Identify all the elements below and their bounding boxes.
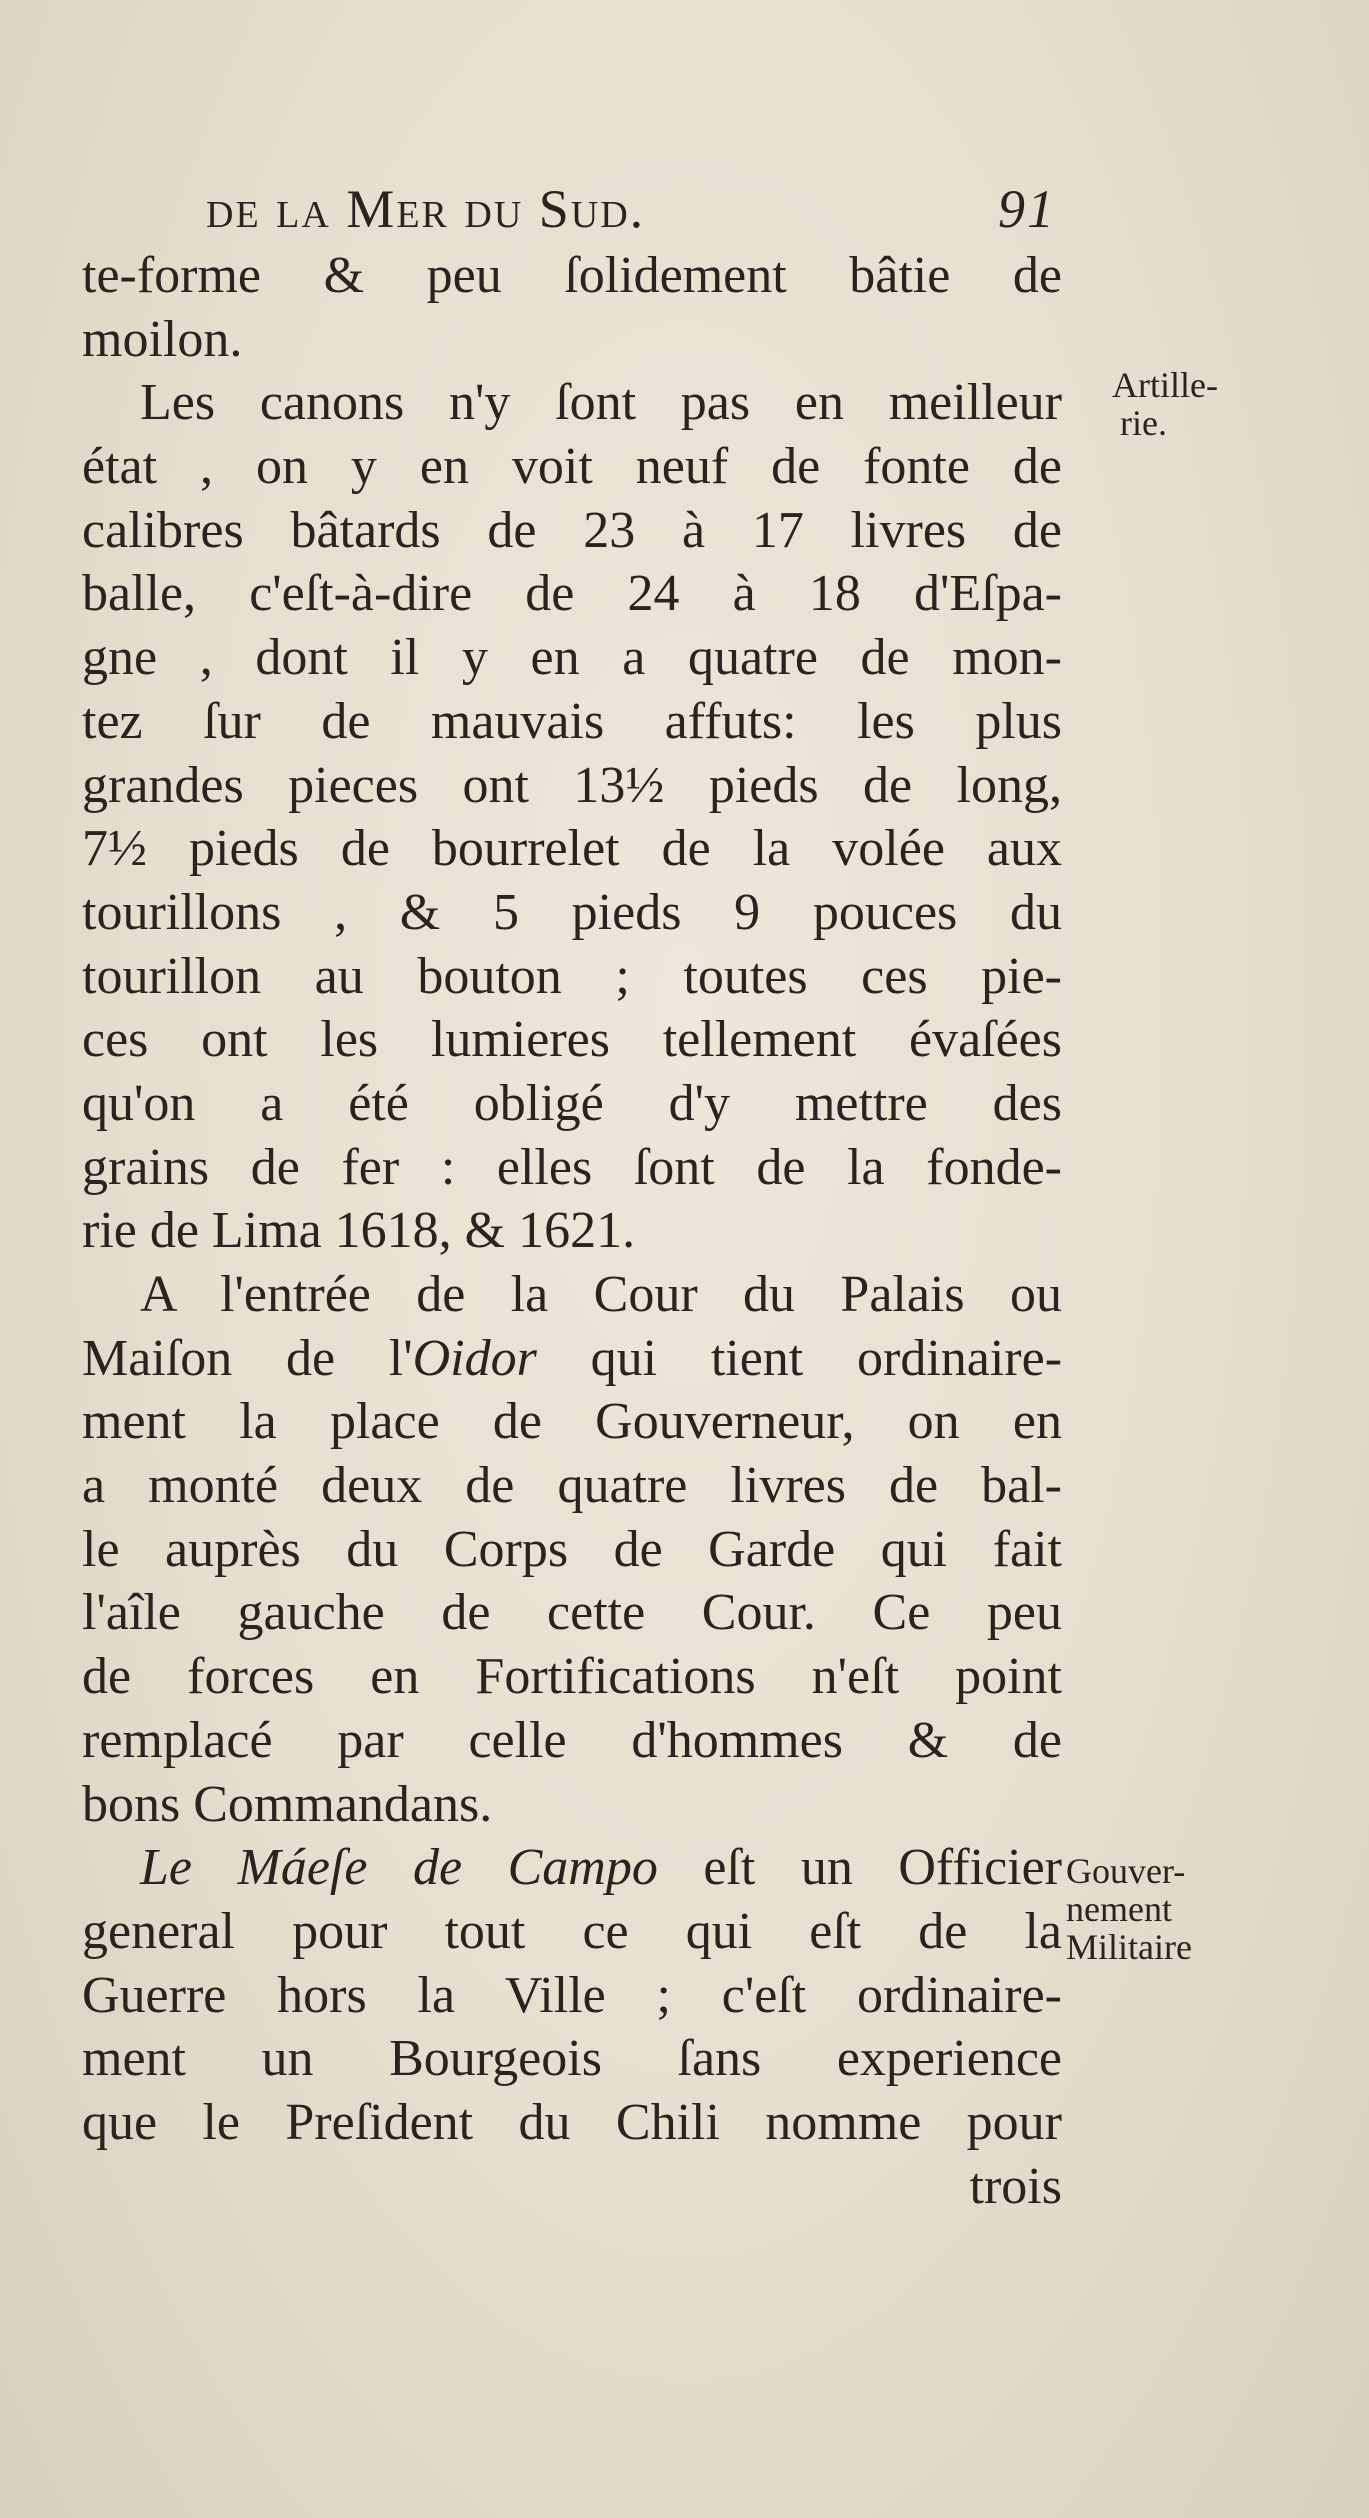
margin-note-line: rie. <box>1120 403 1167 443</box>
text-line: remplacé par celle d'hommes & de <box>82 1711 1062 1769</box>
text-span: Maiſon de l' <box>82 1329 413 1387</box>
text-line: tez ſur de mauvais affuts: les plus <box>82 692 1062 750</box>
text-line: état , on y en voit neuf de fonte de <box>82 438 1062 496</box>
text-line: le auprès du Corps de Garde qui fait <box>82 1520 1062 1578</box>
text-line: te-forme & peu ſolidement bâtie de <box>82 247 1062 304</box>
margin-note-line: Militaire <box>1066 1927 1192 1967</box>
text-line: calibres bâtards de 23 à 17 livres de <box>82 501 1062 559</box>
text-span: qui tient ordinaire- <box>536 1329 1063 1387</box>
text-line: de forces en Fortifications n'eſt point <box>82 1648 1062 1706</box>
body-text <box>82 244 1062 2218</box>
italic-term-maese-de-campo: Le Máeſe de Campo <box>140 1839 658 1897</box>
margin-note-gouvernement <box>1066 1852 1192 1966</box>
text-line <box>82 1836 1062 1900</box>
text-line: moilon. <box>82 310 243 368</box>
text-line: Guerre hors la Ville ; c'eſt ordinaire- <box>82 1966 1062 2024</box>
text-line: general pour tout ce qui eſt de la <box>82 1902 1062 1960</box>
text-line: rie de Lima 1618, & 1621. <box>82 1202 636 1260</box>
text-span: eſt un Officier <box>657 1839 1062 1897</box>
page-number: 91 <box>998 179 1056 239</box>
margin-note-line: Artille- <box>1112 365 1218 405</box>
margin-note-artillerie <box>1112 366 1218 442</box>
running-title: de la Mer du Sud. <box>206 179 646 239</box>
page-header <box>206 178 1056 238</box>
text-line: a monté deux de quatre livres de bal- <box>82 1457 1062 1515</box>
text-line: bons Commandans. <box>82 1775 493 1833</box>
text-line: gne , dont il y en a quatre de mon- <box>82 629 1062 687</box>
text-line: grains de fer : elles ſont de la fonde- <box>82 1138 1062 1196</box>
catchword: trois <box>969 2157 1062 2215</box>
text-line: ment la place de Gouverneur, on en <box>82 1393 1062 1451</box>
text-line <box>82 1327 1062 1391</box>
text-line: Les canons n'y ſont pas en meilleur <box>140 374 1062 432</box>
text-line: qu'on a été obligé d'y mettre des <box>82 1074 1062 1132</box>
text-line: ment un Bourgeois ſans experience <box>82 2030 1062 2088</box>
text-line: grandes pieces ont 13½ pieds de long, <box>82 756 1062 814</box>
text-line: 7½ pieds de bourrelet de la volée aux <box>82 820 1062 878</box>
italic-term-oidor: Oidor <box>412 1329 537 1387</box>
text-line: tourillon au bouton ; toutes ces pie- <box>82 947 1062 1005</box>
margin-note-line: Gouver- <box>1066 1851 1186 1891</box>
text-line: l'aîle gauche de cette Cour. Ce peu <box>82 1584 1062 1642</box>
text-line: balle, c'eſt-à-dire de 24 à 18 d'Eſpa- <box>82 565 1062 623</box>
text-line: tourillons , & 5 pieds 9 pouces du <box>82 883 1062 941</box>
text-line: que le Preſident du Chili nomme pour <box>82 2093 1062 2151</box>
margin-note-line: nement <box>1066 1889 1172 1929</box>
text-line: ces ont les lumieres tellement évaſées <box>82 1011 1062 1069</box>
text-line: A l'entrée de la Cour du Palais ou <box>140 1266 1062 1323</box>
